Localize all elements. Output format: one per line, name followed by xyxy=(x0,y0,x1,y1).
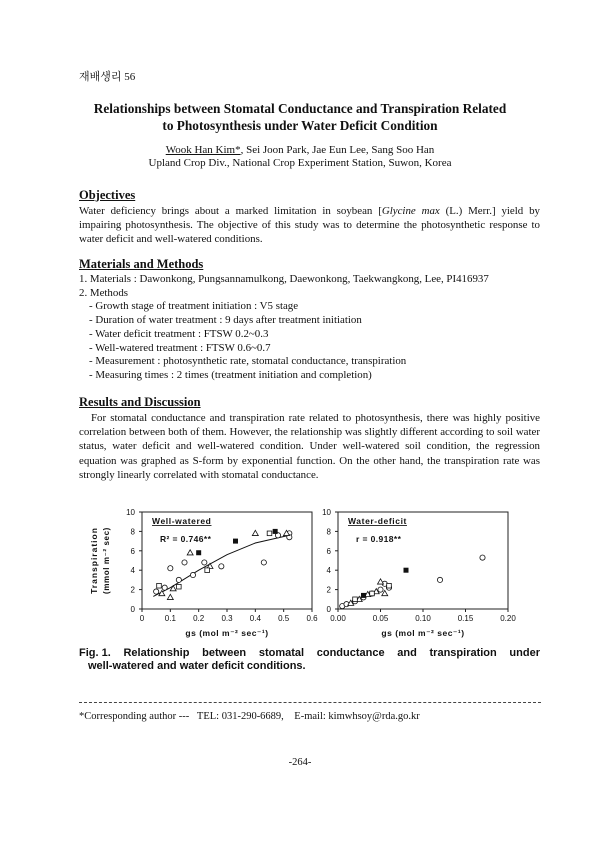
data-point-triangle xyxy=(167,594,173,599)
data-point-triangle xyxy=(252,530,258,535)
results-text: For stomatal conductance and transpiration rate related to photosynthesis, there was highly positive correlation between both of them. However, the relationship was slightly different according to soil water status, water deficit and well-watered condition. Under well-watered soil condition, the regression equation was graphed as S-form by exponential function. On the other hand, the transpiration rate was strongly linearly correlated with stomatal conductance. xyxy=(79,412,540,481)
y-tick-label: 4 xyxy=(326,566,331,576)
caption-word: and xyxy=(397,647,417,659)
data-point-open-square xyxy=(205,568,210,573)
data-point-circle xyxy=(202,560,207,565)
coauthors: , Sei Joon Park, Jae Eun Lee, Sang Soo Han xyxy=(240,144,435,156)
affiliation: Upland Crop Div., National Crop Experiment Station, Suwon, Korea xyxy=(148,157,452,169)
chart-annotation: r = 0.918** xyxy=(356,534,402,544)
data-point-triangle xyxy=(187,550,193,555)
corresponding-author-footnote: *Corresponding author --- TEL: 031-290-6689, E-mail: kimwhsoy@rda.go.kr xyxy=(79,711,420,722)
x-tick-label: 0.5 xyxy=(278,614,290,623)
chart-annotation: R² = 0.746** xyxy=(160,534,212,544)
author-list xyxy=(60,144,540,157)
x-tick-label: 0.00 xyxy=(330,614,346,623)
chart-title: Well-watered xyxy=(152,516,212,526)
y-tick-label: 2 xyxy=(326,585,331,595)
data-point-open-square xyxy=(157,583,162,588)
y-axis-unit: (mmol m⁻² sec) xyxy=(102,527,111,594)
data-point-filled-square xyxy=(361,593,366,598)
data-point-circle xyxy=(190,572,195,577)
caption-word: stomatal xyxy=(258,647,305,659)
data-point-open-square xyxy=(177,584,182,589)
chart-title: Water-deficit xyxy=(348,516,407,526)
x-tick-label: 0.6 xyxy=(306,614,318,623)
data-point-circle xyxy=(162,585,167,590)
y-tick-label: 6 xyxy=(326,546,331,556)
list-item: - Water deficit treatment : FTSW 0.2~0.3 xyxy=(89,327,269,340)
figure-label: Fig. 1. xyxy=(79,647,111,659)
author-block xyxy=(60,144,540,170)
methods-heading: Materials and Methods xyxy=(79,257,204,271)
caption-word: transpiration xyxy=(429,647,497,659)
data-point-circle xyxy=(480,555,485,560)
x-tick-label: 0.4 xyxy=(249,614,261,623)
data-point-circle xyxy=(176,577,181,582)
data-point-circle xyxy=(261,560,266,565)
objectives-heading: Objectives xyxy=(79,188,136,202)
x-tick-label: 0.10 xyxy=(415,614,431,623)
list-item: - Growth stage of treatment initiation : V5 stage xyxy=(89,300,299,313)
paper-title xyxy=(60,100,540,134)
data-point-open-square xyxy=(387,583,392,588)
x-axis-label: gs (mol m⁻² sec⁻¹) xyxy=(381,628,465,638)
data-point-filled-square xyxy=(404,568,409,573)
caption-word: under xyxy=(509,647,540,659)
data-point-filled-square xyxy=(196,550,201,555)
data-point-triangle xyxy=(170,586,176,591)
list-item: - Well-watered treatment : FTSW 0.6~0.7 xyxy=(89,341,271,354)
results-heading: Results and Discussion xyxy=(79,395,201,409)
data-point-filled-square xyxy=(233,539,238,544)
caption-word: conductance xyxy=(316,647,385,659)
list-item: 2. Methods xyxy=(79,286,129,299)
data-point-circle xyxy=(154,589,159,594)
x-tick-label: 0.3 xyxy=(221,614,233,623)
data-point-open-square xyxy=(267,531,272,536)
x-tick-label: 0 xyxy=(139,614,145,623)
data-point-circle xyxy=(378,587,383,592)
x-tick-label: 0.20 xyxy=(500,614,516,623)
data-point-circle xyxy=(182,560,187,565)
caption-line-2: well-watered and water deficit conditions. xyxy=(88,660,306,672)
list-item: - Measurement : photosynthetic rate, stomatal conductance, transpiration xyxy=(89,355,407,368)
data-point-circle xyxy=(168,566,173,571)
corresponding-author: Wook Han Kim* xyxy=(165,144,241,156)
list-item: - Duration of water treatment : 9 days after treatment initiation xyxy=(89,314,362,327)
page-header: 재배생리 56 xyxy=(79,71,136,83)
caption-word: Relationship xyxy=(123,647,190,659)
x-tick-label: 0.1 xyxy=(164,614,176,623)
list-item: - Measuring times : 2 times (treatment initiation and completion) xyxy=(89,368,372,381)
list-item: 1. Materials : Dawonkong, Pungsannamulkong, Daewonkong, Taekwangkong, Lee, PI416937 xyxy=(79,273,489,285)
methods-list xyxy=(79,273,489,383)
data-point-circle xyxy=(219,564,224,569)
data-point-filled-square xyxy=(273,529,278,534)
plot-frame xyxy=(142,512,312,609)
data-point-triangle xyxy=(378,579,384,584)
y-tick-label: 2 xyxy=(130,585,135,595)
y-tick-label: 10 xyxy=(126,508,135,517)
y-tick-label: 0 xyxy=(326,605,331,614)
data-point-open-square xyxy=(353,597,358,602)
y-tick-label: 10 xyxy=(322,508,331,517)
x-tick-label: 0.2 xyxy=(193,614,205,623)
y-tick-label: 8 xyxy=(326,527,331,537)
species-name: Glycine max xyxy=(381,205,440,217)
x-tick-label: 0.05 xyxy=(372,614,389,623)
footnote-divider xyxy=(79,702,541,703)
x-axis-label: gs (mol m⁻² sec⁻¹) xyxy=(185,628,269,638)
title-line-1: Relationships between Stomatal Conductance and Transpiration Related xyxy=(93,101,507,116)
objectives-text: Water deficiency brings about a marked limitation in soybean [Glycine max (L.) Merr.] yield by impairing photosynthesis. The objective of this study was to determine the photosynthetic response to water deficit and well-watered conditions. xyxy=(79,205,540,246)
y-tick-label: 6 xyxy=(130,546,135,556)
x-tick-label: 0.15 xyxy=(457,614,474,623)
caption-word: between xyxy=(202,647,247,659)
y-axis-label: Transpiration xyxy=(89,527,99,594)
title-line-2: to Photosynthesis under Water Deficit Condition xyxy=(162,118,438,133)
data-point-circle xyxy=(437,577,442,582)
figure-charts xyxy=(60,495,540,645)
figure-caption xyxy=(79,647,540,673)
caption-line-1 xyxy=(79,647,540,660)
y-tick-label: 0 xyxy=(130,605,135,614)
y-tick-label: 8 xyxy=(130,527,135,537)
data-point-open-square xyxy=(370,591,375,596)
page-number: -264- xyxy=(288,757,312,768)
y-tick-label: 4 xyxy=(130,566,135,576)
